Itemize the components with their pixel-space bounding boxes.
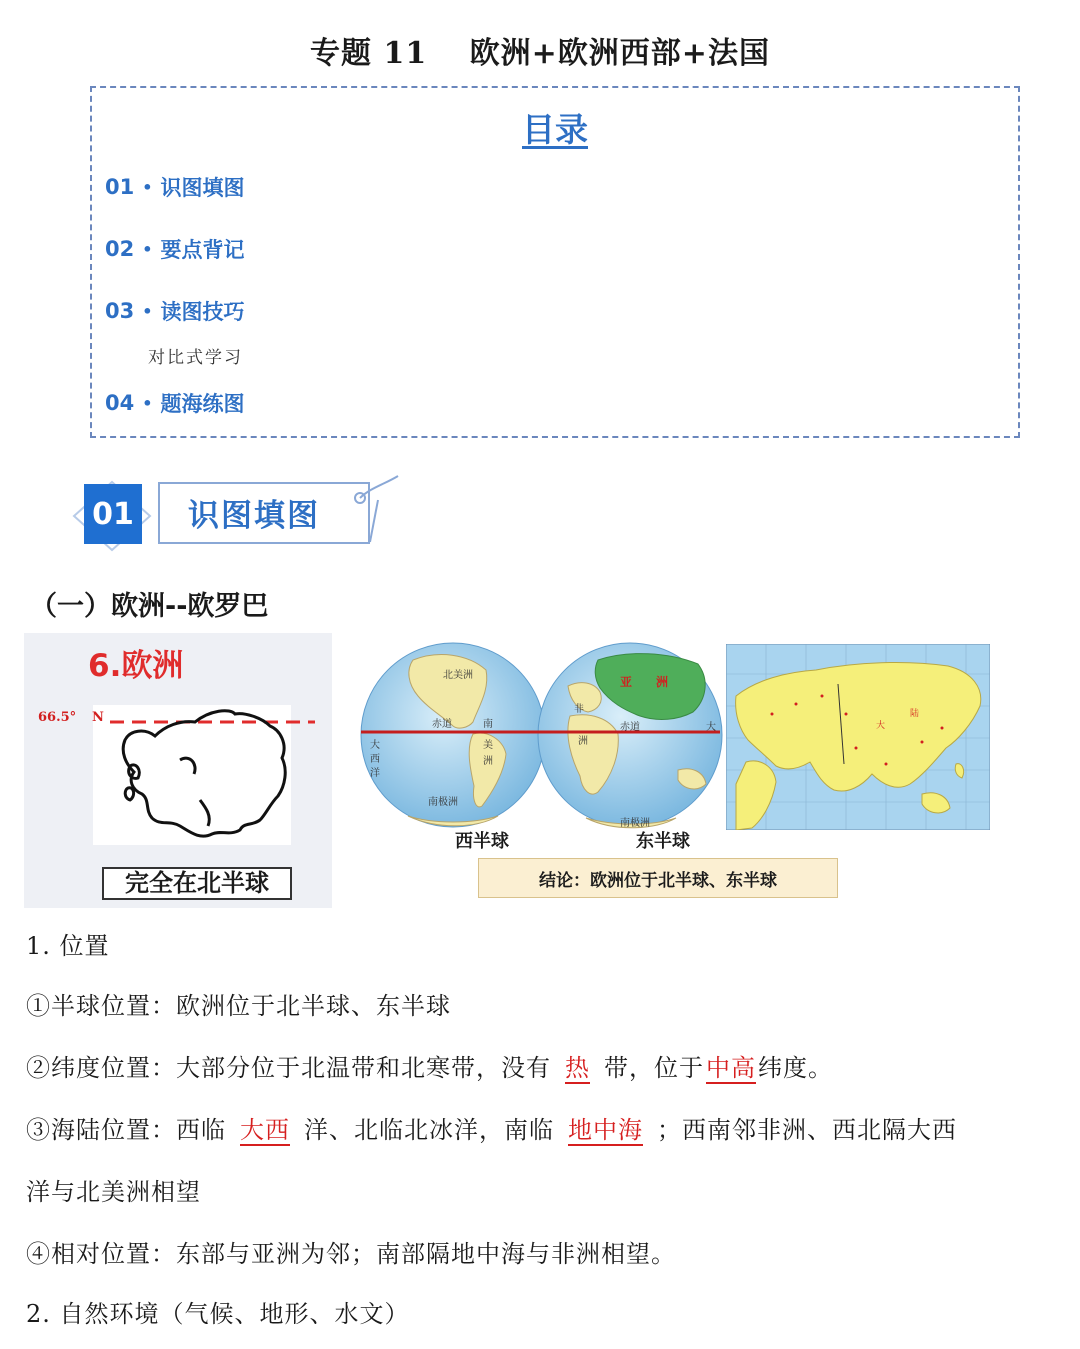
bullet-icon: • <box>142 301 153 321</box>
map-label-south: 南 <box>483 719 493 730</box>
heading-environment: 2. 自然环境（气候、地形、水文） <box>26 1300 410 1328</box>
figure-caption: 完全在北半球 <box>102 867 292 900</box>
hemisphere-globes <box>358 630 728 852</box>
toc-item-3[interactable] <box>105 296 244 326</box>
paragraph-relative: ④相对位置：东部与亚洲为邻；南部隔地中海与非洲相望。 <box>26 1240 676 1268</box>
map-label-antarctica: 南极洲 <box>428 797 458 808</box>
text-segment: 带，位于 <box>604 1054 704 1082</box>
text-segment: 纬度。 <box>758 1054 833 1082</box>
map-label-north-america: 北美洲 <box>443 670 473 681</box>
answer-blank: 大西 <box>240 1116 290 1144</box>
text-segment: ②纬度位置：大部分位于北温带和北寒带，没有 <box>26 1054 551 1082</box>
map-label-equator-east: 赤道 <box>620 722 640 733</box>
toc-item-number: 01 <box>105 175 135 199</box>
text-segment: ；西南邻非洲、西北隔大西 <box>657 1116 957 1144</box>
map-label-west-ocean: 大 <box>370 740 380 751</box>
toc-sub-note: 对比式学习 <box>148 348 243 368</box>
map-label-west-ocean2: 西 <box>370 754 380 765</box>
answer-blank: 地中海 <box>568 1116 643 1144</box>
map-label-antarctica-east: 南极洲 <box>620 818 650 829</box>
answer-blank: 热 <box>565 1054 590 1082</box>
heading-position: 1. 位置 <box>26 932 110 960</box>
map-label-africa2: 洲 <box>578 736 588 747</box>
map-label-asia-lu: 陆 <box>910 709 920 719</box>
toc-item-1[interactable] <box>105 172 244 202</box>
paragraph-hemisphere: ①半球位置：欧洲位于北半球、东半球 <box>26 992 451 1020</box>
map-label-west-ocean3: 洋 <box>370 768 380 779</box>
map-label-mei: 美 <box>483 740 493 751</box>
paragraph-latitude <box>26 1048 833 1083</box>
toc-item-label: 读图技巧 <box>160 300 245 324</box>
sub-heading: （一）欧洲--欧罗巴 <box>30 591 269 622</box>
latitude-label: 66.5° <box>38 710 77 725</box>
bullet-icon: • <box>142 239 153 259</box>
eurasia-map <box>726 644 990 830</box>
east-hemisphere-label: 东半球 <box>636 831 690 852</box>
bullet-icon: • <box>142 177 153 197</box>
toc-item-label: 题海练图 <box>160 392 245 416</box>
text-segment: 洋、北临北冰洋，南临 <box>304 1116 554 1144</box>
map-label-asia-big: 大 <box>876 721 886 731</box>
conclusion-box: 结论：欧洲位于北半球、东半球 <box>478 858 838 898</box>
section-label: 识图填图 <box>188 498 320 534</box>
map-label-asia: 亚 <box>620 675 633 689</box>
map-label-asia2: 洲 <box>656 675 669 689</box>
answer-blank: 中高 <box>706 1054 756 1082</box>
figure-title: 6.欧洲 <box>88 648 184 684</box>
toc-heading: 目录 <box>522 110 588 149</box>
swirl-decoration-icon <box>340 470 410 550</box>
toc-item-4[interactable] <box>105 388 244 418</box>
paragraph-sea-land <box>26 1110 957 1145</box>
document-title: 专题 11 欧洲+欧洲西部+法国 <box>310 36 770 71</box>
toc-item-number: 03 <box>105 299 135 323</box>
bullet-icon: • <box>142 393 153 413</box>
toc-item-label: 要点背记 <box>160 238 245 262</box>
map-label-zhou: 洲 <box>483 756 493 767</box>
toc-item-number: 04 <box>105 391 135 415</box>
west-hemisphere-label: 西半球 <box>455 831 509 852</box>
latitude-north-label: N <box>92 710 104 725</box>
map-label-equator: 赤道 <box>432 719 452 730</box>
map-label-africa: 非 <box>574 704 584 715</box>
toc-item-number: 02 <box>105 237 135 261</box>
paragraph-sea-land-cont: 洋与北美洲相望 <box>26 1178 201 1206</box>
map-label-big: 大 <box>706 722 716 733</box>
toc-item-label: 识图填图 <box>160 176 245 200</box>
text-segment: ③海陆位置：西临 <box>26 1116 226 1144</box>
section-number: 01 <box>84 484 142 544</box>
toc-item-2[interactable] <box>105 234 244 264</box>
